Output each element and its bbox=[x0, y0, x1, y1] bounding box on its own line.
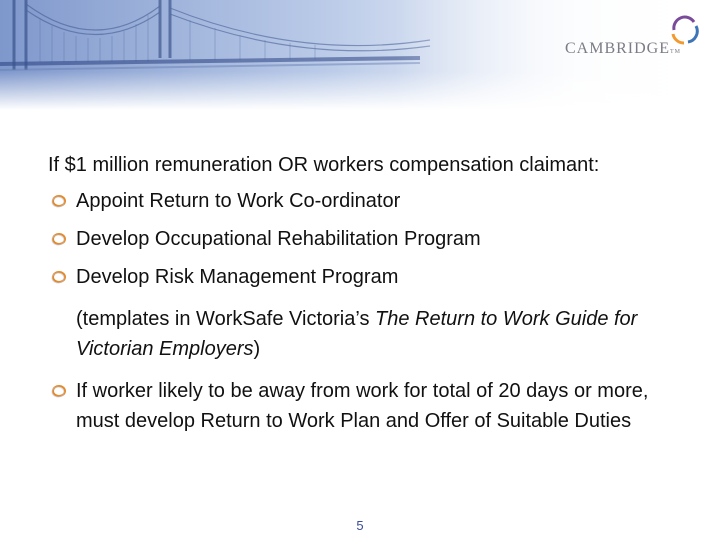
bullet-text: Appoint Return to Work Co-ordinator bbox=[76, 190, 401, 212]
bullet-ring-icon bbox=[51, 270, 67, 284]
slide-body bbox=[48, 150, 688, 436]
trademark-mark: TM bbox=[670, 49, 682, 55]
templates-note: (templates in WorkSafe Victoria’s The Return to Work Guide for Victorian Employers) bbox=[76, 308, 638, 360]
bullet-ring-icon bbox=[51, 384, 67, 398]
bullet-ring-icon bbox=[51, 194, 67, 208]
bullet-item bbox=[48, 376, 688, 436]
bullet-item bbox=[48, 262, 688, 292]
bullet-text: Develop Occupational Rehabilitation Program bbox=[76, 228, 481, 250]
bullet-item bbox=[48, 186, 688, 216]
guide-title: The Return to Work Guide for Victorian Employers bbox=[76, 308, 638, 360]
intro-text: If $1 million remuneration OR workers compensation claimant: bbox=[48, 154, 600, 176]
bullet-text: If worker likely to be away from work for total of 20 days or more, must develop Return to Work Plan and Offer of Suitable Duties bbox=[76, 380, 649, 432]
bullet-text: Develop Risk Management Program bbox=[76, 266, 399, 288]
logo-wordmark: CAMBRIDGETM bbox=[565, 40, 682, 57]
bullet-item bbox=[48, 224, 688, 254]
page-number: 5 bbox=[356, 518, 364, 533]
bullet-ring-icon bbox=[51, 232, 67, 246]
